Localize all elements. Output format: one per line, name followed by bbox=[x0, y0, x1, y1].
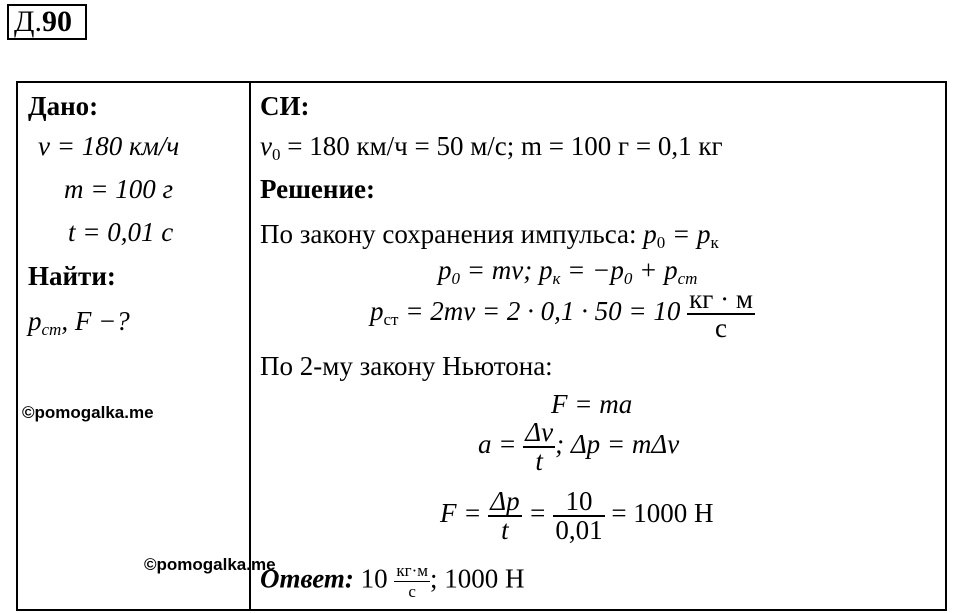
find-heading: Найти: bbox=[28, 261, 116, 291]
task-number: 90 bbox=[41, 5, 72, 38]
given-heading: Дано: bbox=[28, 91, 99, 121]
task-prefix: Д. bbox=[14, 5, 42, 38]
find-quantities: $p_{ст}$, F −? bbox=[28, 306, 130, 339]
given-time: t = 0,01 с bbox=[68, 217, 174, 247]
given-velocity: v = 180 км/ч bbox=[38, 131, 180, 161]
solution-table bbox=[16, 81, 947, 611]
force-fraction-1: $\frac{\Delta p}{t}$ bbox=[490, 486, 520, 545]
units-fraction: $\frac{кг \cdot м}{с}$ bbox=[689, 284, 753, 343]
momentum-equation: $p_0$ = mv; $p_к = -p_0 + p_{ст}$ bbox=[438, 255, 698, 288]
answer-units-fraction: $\frac{кг\cdot м}{с}$ bbox=[396, 561, 429, 601]
column-divider bbox=[249, 83, 251, 609]
wall-momentum-equation: $p_{ст} = 2mv = 2 \cdot 0,1 \cdot 50 = 10$ $\frac{кг \cdot м}{с}$ bbox=[370, 284, 753, 343]
acceleration-fraction: $\frac{\Delta v}{t}$ bbox=[525, 417, 554, 476]
watermark: ©pomogalka.me bbox=[144, 555, 276, 574]
watermark: ©pomogalka.me bbox=[22, 403, 154, 422]
force-calculation: F = $\frac{\Delta p}{t}$ = $\frac{10}{0,01}$ = 1000 Н bbox=[440, 486, 714, 545]
task-number-badge bbox=[7, 4, 87, 40]
acceleration-equation: a = $\frac{\Delta v}{t}$ ; Δp = mΔv bbox=[478, 417, 680, 476]
given-mass: m = 100 г bbox=[64, 174, 174, 204]
force-fraction-2: $\frac{10}{0,01}$ bbox=[555, 486, 603, 545]
force-equation: F = ma bbox=[551, 389, 633, 419]
newton-law-line: По 2-му закону Ньютона: bbox=[260, 351, 553, 381]
momentum-conservation-line: По закону сохранения импульса: $p_0 = p_к$ bbox=[260, 219, 719, 252]
solution-heading: Решение: bbox=[260, 174, 375, 204]
si-heading: СИ: bbox=[260, 91, 310, 121]
answer-line: Ответ: 10 $\frac{кг\cdot м}{с}$ ; 1000 Н bbox=[260, 561, 525, 601]
si-conversion: $v_0 = 180$ км/ч = 50 м/с; m = 100 г = 0,1 кг bbox=[260, 131, 723, 164]
